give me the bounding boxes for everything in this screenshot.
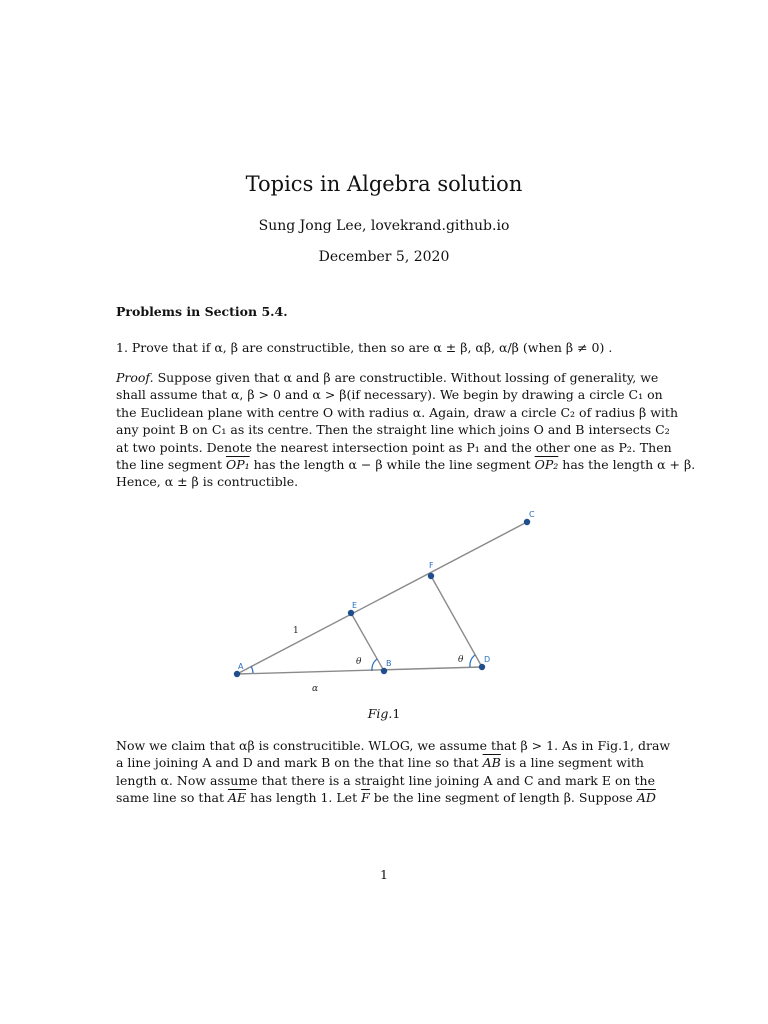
segment-ad-ref: $\overline{AD}$ [636,790,656,806]
proof-line-3: the Euclidean plane with centre O with radius α. Again, draw a circle C₂ of radius β with [116,404,679,420]
proof-line-2: shall assume that α, β > 0 and α > β(if necessary). We begin by drawing a circle C₁ on [116,387,663,403]
label-theta-b: θ [356,657,362,667]
author-line: Sung Jong Lee, lovekrand.github.io [258,218,510,234]
label-e: E [352,601,358,610]
page-number: 1 [380,867,388,882]
problem-statement: 1. Prove that if α, β are constructible, then so are α ± β, αβ, α/β (when β ≠ 0) . [116,340,613,355]
proof-line-1: Proof. Suppose given that α and β are constructible. Without lossing of generality, we [116,370,659,385]
proof-label: Proof. [116,370,154,385]
proof-line-4: any point B on C₁ as its centre. Then the straight line which joins O and B intersects C₂ [116,422,670,438]
segment-ab: $\overline{AB}$ [482,755,501,771]
segment-ac [237,522,527,674]
segment-fd [431,576,482,667]
label-f: F [429,561,434,570]
point-d [479,664,485,670]
point-c [524,519,530,525]
label-b: B [386,659,392,668]
segment-op1: OP₁ [225,457,250,473]
claim-line-4: same line so that $\overline{AE}$ has length 1. Let $\overline{F}$ be the line segment of length β. Suppose $\overline{AD}$ [116,790,656,806]
segment-ad [237,667,482,674]
point-e [348,610,354,616]
claim-line-3: length α. Now assume that there is a straight line joining A and C and mark E on the [116,772,655,788]
claim-paragraph [116,737,671,807]
figure-svg [0,500,768,700]
document-title: Topics in Algebra solution [245,172,523,196]
label-theta-d: θ [458,655,464,665]
point-b [381,668,387,674]
claim-line-2: a line joining A and D and mark B on the that line so that $\overline{AB}$ is a line segment with [116,755,644,771]
section-heading: Problems in Section 5.4. [116,304,288,319]
angle-arc-d [470,655,475,667]
label-length-one: 1 [293,626,299,636]
proof-paragraph [116,369,696,491]
proof-line-6: the line segment OP₁ has the length α − β while the line segment OP₂ has the length α + β. [116,457,696,473]
geometry-figure [0,500,768,700]
figure-caption: Fig.1 [367,706,401,721]
point-f [428,573,434,579]
label-d: D [484,655,491,664]
date-line: December 5, 2020 [318,249,450,265]
segment-ae: $\overline{AE}$ [227,790,247,806]
point-a [234,671,240,677]
angle-arc-a [251,666,253,673]
label-alpha: α [312,684,319,694]
label-a: A [238,662,244,671]
claim-line-1: Now we claim that αβ is construcitible. WLOG, we assume that β > 1. As in Fig.1, draw [116,738,671,753]
segment-op2: OP₂ [534,457,559,473]
angle-arc-b [372,659,377,671]
segment-f: $\overline{F}$ [361,790,370,806]
label-c: C [529,510,535,519]
proof-line-7: Hence, α ± β is contructible. [116,474,299,490]
proof-line-5: at two points. Denote the nearest intersection point as P₁ and the other one as P₂. Then [116,439,672,455]
